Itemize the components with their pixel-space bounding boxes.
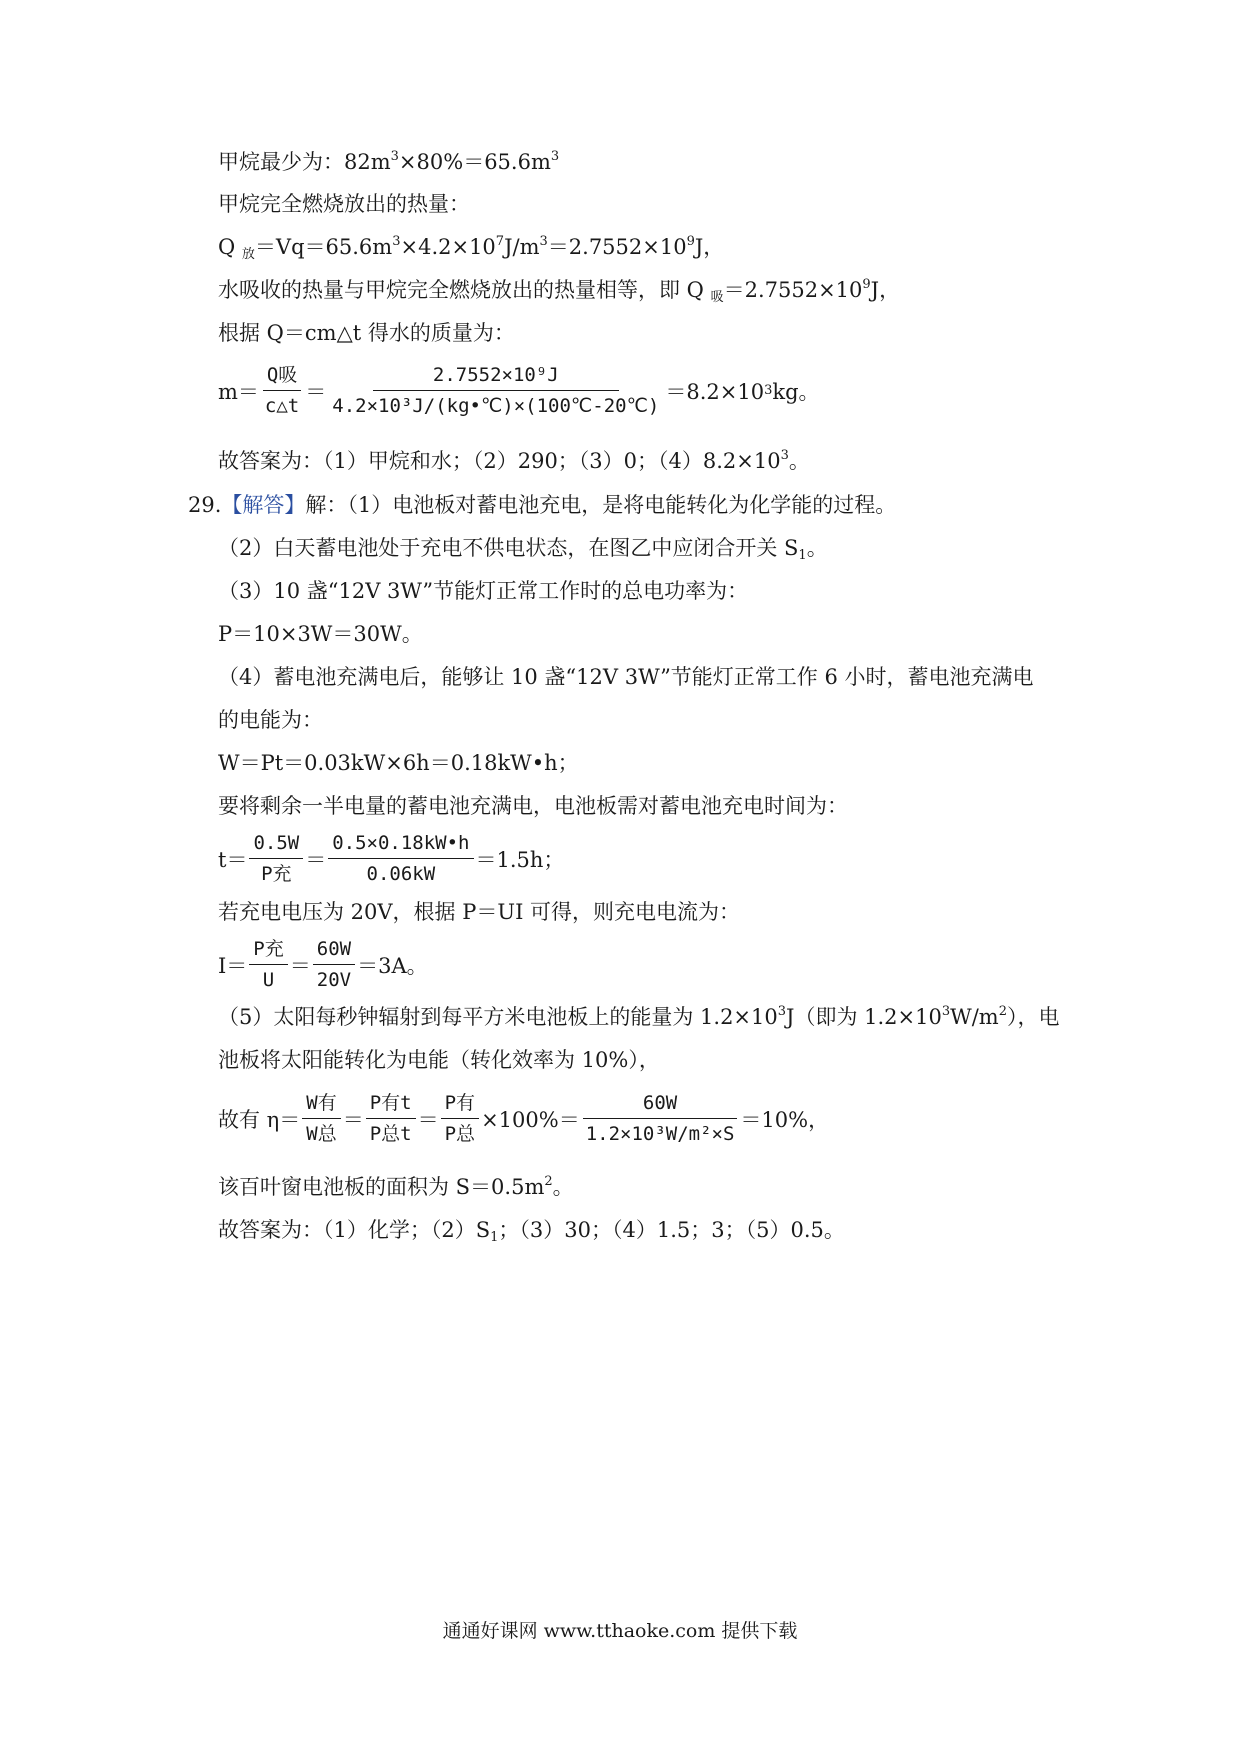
text-line-q-release: Q $_放=Vq=65.6m^3\times 4.2\times 10^7J/m^3=2.7552\times 10^9J$， — [218, 234, 725, 262]
text-line-heat-label: 甲烷完全燃烧放出的热量： — [218, 192, 470, 216]
equation-current: I＝ $\frac{\text{P充}}{U}$ ＝ $\frac{60W}{20V}$ ＝3A。 — [218, 938, 428, 991]
text-line-area: 该百叶窗电池板的面积为 $S=0.5m^2$。 — [218, 1174, 574, 1199]
text-line-charge-time-intro: 要将剩余一半电量的蓄电池充满电，电池板需对蓄电池充电时间为： — [218, 794, 848, 818]
fraction-eta-4: $\frac{60W}{\text{1.2×10³W/m²×S}}$ — [582, 1090, 739, 1147]
question-number: 29. — [188, 493, 222, 517]
text-line-answer-28: 故答案为：（1）甲烷和水；（2）290；（3）0；$(4)8.2\times 10^3$。 — [218, 448, 810, 473]
fraction-eta-3: $\frac{\text{P有}}{\text{P总}}$ — [441, 1090, 479, 1147]
text-line-29-2: （2）白天蓄电池处于充电不供电状态，在图乙中应闭合开关 $S_1$。 — [218, 536, 828, 563]
text-line-29-4: （4）蓄电池充满电后，能够让 10 盏“12V 3W”节能灯正常工作 6 小时，蓄电池充满电 — [218, 665, 1034, 689]
text-line-q-absorb: 水吸收的热量与甲烷完全燃烧放出的热量相等，即 Q $_吸=2.7552\times 10^9J$， — [218, 277, 901, 305]
fraction-current-2: $\frac{60W}{20V}$ — [313, 936, 355, 993]
text-line-power: P＝10×3W＝30W。 — [218, 622, 423, 646]
equation-efficiency: 故有 η＝ $\frac{\text{W有}}{\text{W总}}$ ＝ $\frac{\text{P有t}}{\text{P总t}}$ ＝ $\frac{\text{P有}}{\text{P总}}$ ×100%＝ $\frac{60W}{\text{1.2×10³W/m²×S}}$ ＝10%， — [218, 1092, 830, 1145]
equation-time: t＝ $\frac{0.5W}{\text{P充}}$ ＝ $\frac{0.5\times 0.18kW•h}{0.06kW}$ ＝1.5h； — [218, 832, 565, 885]
question-29-line: 29.【解答】解：（1）电池板对蓄电池充电，是将电能转化为化学能的过程。 — [188, 493, 897, 517]
text-line-29-3: （3）10 盏“12V 3W”节能灯正常工作时的总电功率为： — [218, 579, 749, 603]
text-line-29-5: （5）太阳每秒钟辐射到每平方米电池板上的能量为 $1.2\times 10^3J$（即为 $1.2\times 10^3W/m^2$），电 — [218, 1004, 1060, 1029]
text-line-29-4-cont: 的电能为： — [218, 708, 323, 732]
fraction-eta-1: $\frac{\text{W有}}{\text{W总}}$ — [302, 1090, 340, 1147]
answer-tag: 【解答】 — [221, 493, 306, 517]
fraction-q-over-ct: $\frac{\text{Q吸}}{c\triangle t}$ — [261, 362, 303, 419]
text-line-methane-min: 甲烷最少为：$82m^3\times 80\%=65.6m^3$ — [218, 149, 560, 174]
fraction-eta-2: $\frac{\text{P有t}}{\text{P总t}}$ — [366, 1090, 416, 1147]
text-line-current-intro: 若充电电压为 20V，根据 P＝UI 可得，则充电电流为： — [218, 900, 741, 924]
fraction-mass-value: $\frac{\text{2.7552×10⁹J}}{\text{4.2×10³J/(kg•℃)×(100℃-20℃)}}$ — [332, 364, 660, 417]
fraction-current-1: $\frac{\text{P充}}{U}$ — [249, 936, 287, 993]
fraction-time-1: $\frac{0.5W}{\text{P充}}$ — [249, 830, 303, 887]
text-line-answer-29: 故答案为：（1）化学；$(2)S_1$；（3）30；（4）1.5；3；（5）0.5。 — [218, 1218, 845, 1245]
fraction-time-2: $\frac{0.5\times 0.18kW•h}{0.06kW}$ — [328, 830, 473, 887]
page-footer: 通通好课网 www.tthaoke.com 提供下载 — [442, 1620, 798, 1642]
text-line-formula-intro: 根据 Q＝cm△t 得水的质量为： — [218, 321, 515, 345]
text-line-29-5-cont: 池板将太阳能转化为电能（转化效率为 10%）， — [218, 1048, 660, 1072]
equation-mass: m＝ $\frac{\text{Q吸}}{c\triangle t}$ ＝ $\frac{\text{2.7552×10⁹J}}{\text{4.2×10³J/(kg•℃)×(100℃-20℃)}}$ ＝8.2×10 3 kg。 — [218, 364, 820, 417]
text-line-energy: W＝Pt＝0.03kW×6h＝0.18kW•h； — [218, 751, 579, 775]
